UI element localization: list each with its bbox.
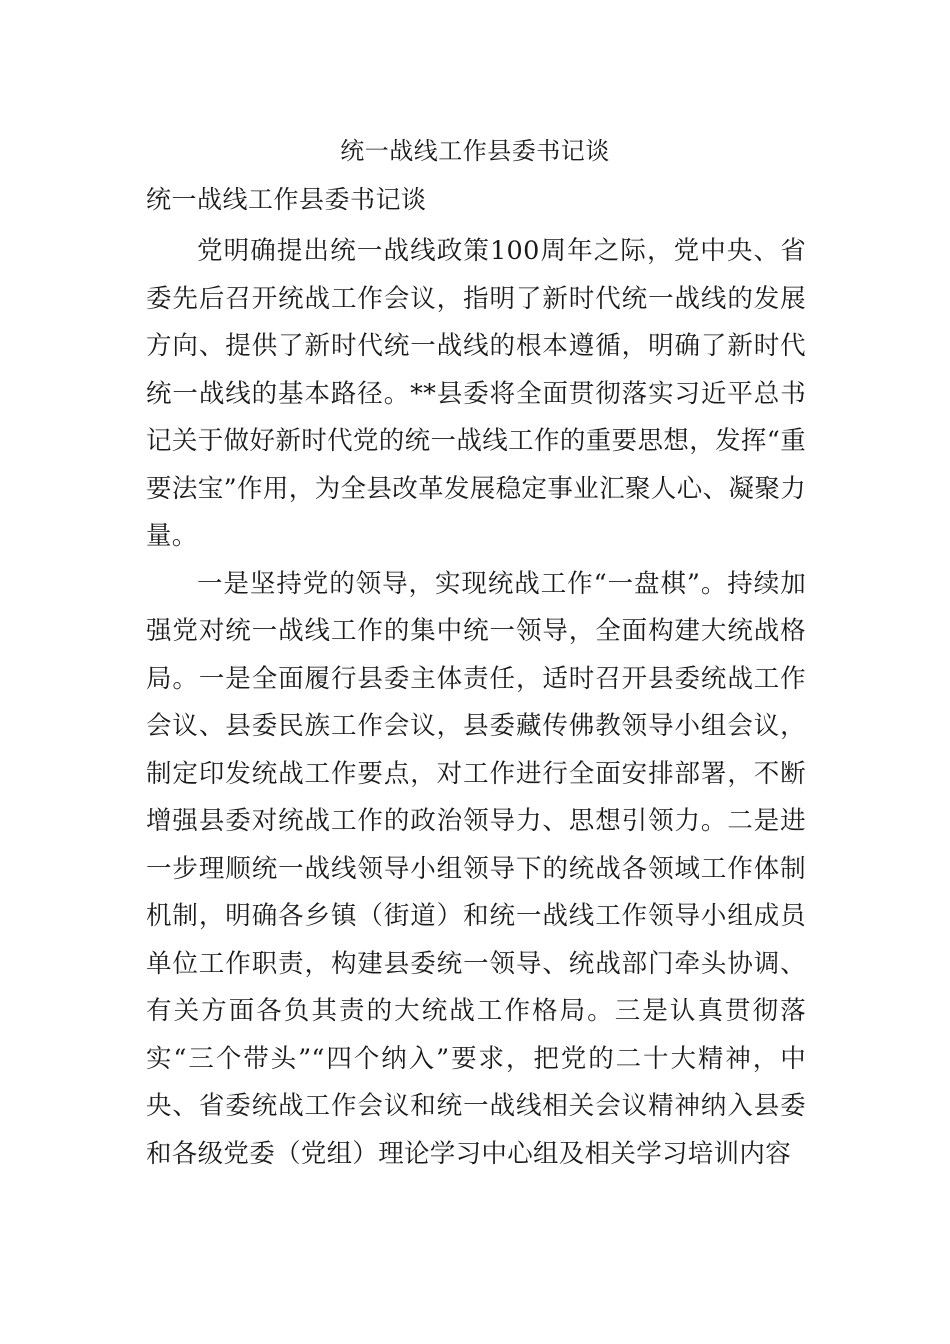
document-body bbox=[146, 228, 806, 1178]
paragraph-first-point: 一是坚持党的领导，实现统战工作“一盘棋”。持续加强党对统一战线工作的集中统一领导，全面构建大统战格局。一是全面履行县委主体责任，适时召开县委统战工作会议、县委民族工作会议，县委藏传佛教领导小组会议，制定印发统战工作要点，对工作进行全面安排部署，不断增强县委对统战工作的政治领导力、思想引领力。二是进一步理顺统一战线领导小组领导下的统战各领域工作体制机制，明确各乡镇（街道）和统一战线工作领导小组成员单位工作职责，构建县委统一领导、统战部门牵头协调、有关方面各负其责的大统战工作格局。三是认真贯彻落实“三个带头”“四个纳入”要求，把党的二十大精神，中央、省委统战工作会议和统一战线相关会议精神纳入县委和各级党委（党组）理论学习中心组及相关学习培训内容 bbox=[146, 568, 806, 1169]
document-subtitle: 统一战线工作县委书记谈 bbox=[146, 185, 427, 214]
document-title: 统一战线工作县委书记谈 bbox=[340, 137, 610, 165]
paragraph-intro: 党明确提出统一战线政策100周年之际，党中央、省委先后召开统战工作会议，指明了新时代统一战线的发展方向、提供了新时代统一战线的根本遵循，明确了新时代统一战线的基本路径。**县委将全面贯彻落实习近平总书记关于做好新时代党的统一战线工作的重要思想，发挥“重要法宝”作用，为全县改革发展稳定事业汇聚人心、凝聚力量。 bbox=[146, 236, 806, 551]
